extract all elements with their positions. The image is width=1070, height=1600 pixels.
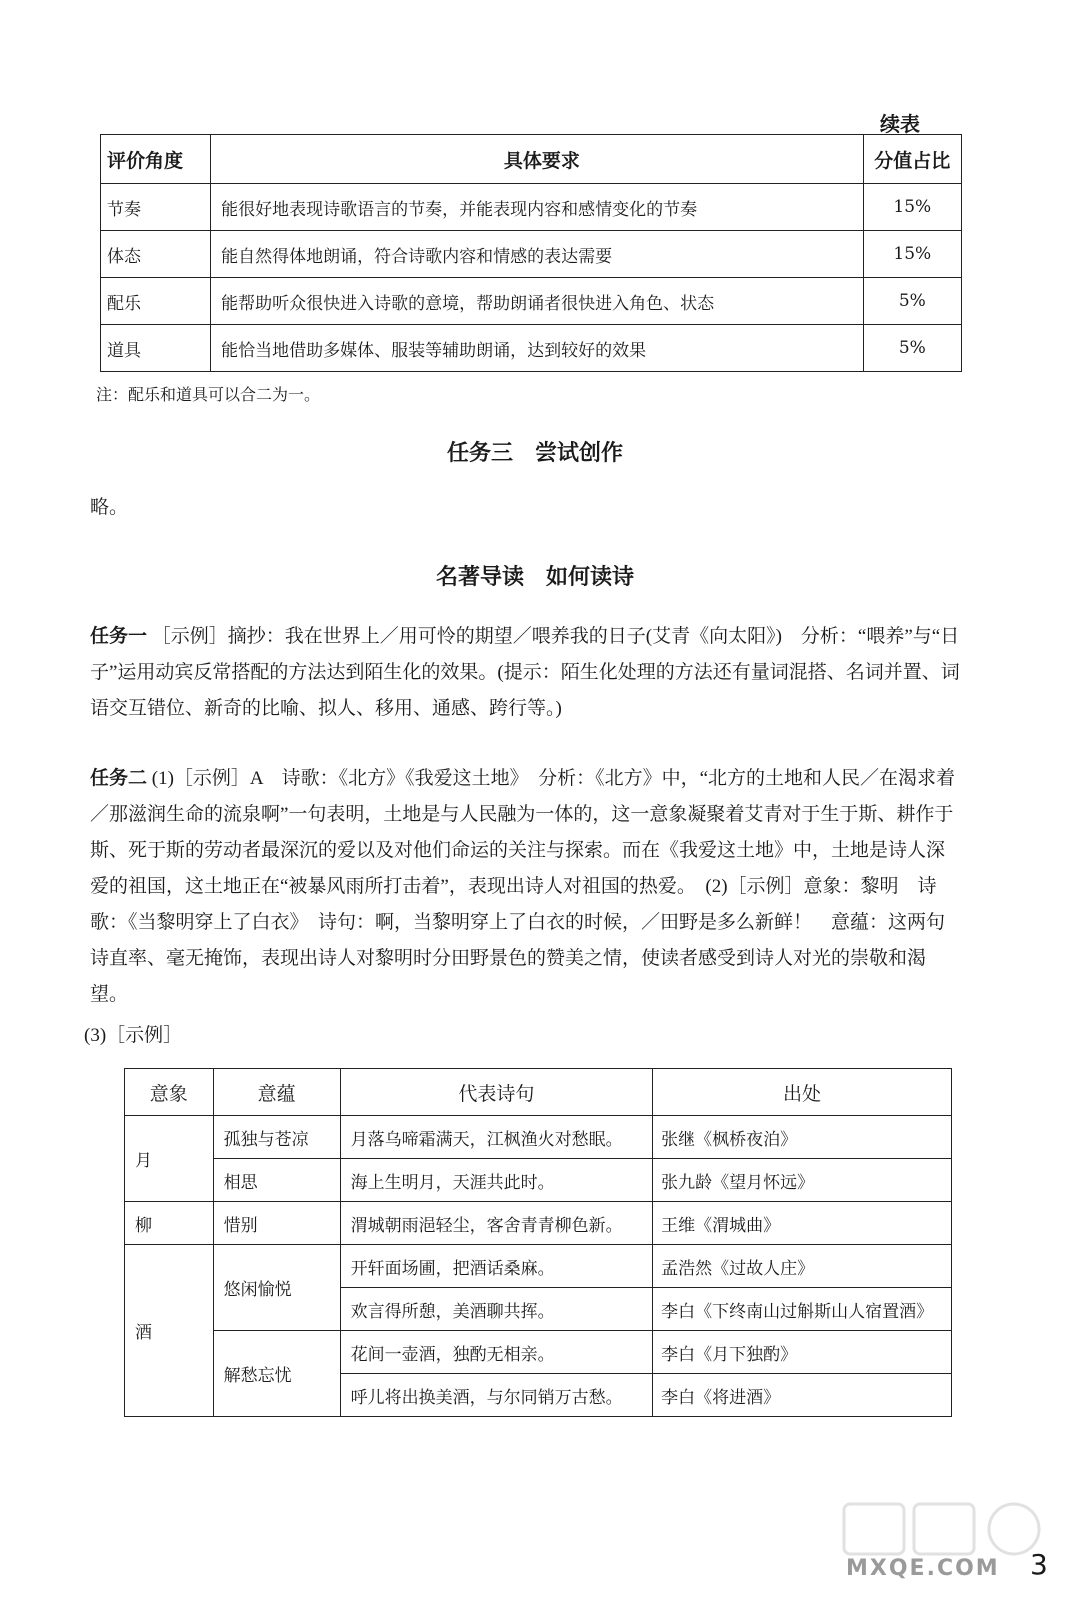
evaluation-table [100,134,962,372]
subtask3-label: (3)［示例］ [84,1025,183,1046]
source-cell: 李白《将进酒》 [653,1374,952,1417]
meaning-cell: 相思 [213,1159,340,1202]
row-angle: 体态 [101,231,211,278]
header-requirement: 具体要求 [211,135,864,184]
meaning-cell: 惜别 [213,1202,340,1245]
task2-paragraph [90,760,960,1013]
section-title-reading: 名著导读 如何读诗 [435,565,634,590]
meaning-cell: 孤独与苍凉 [213,1116,340,1159]
row-angle: 配乐 [101,278,211,325]
source-cell: 张九龄《望月怀远》 [653,1159,952,1202]
row-angle: 节奏 [101,184,211,231]
table-row [125,1159,952,1202]
imagery-table [124,1068,952,1417]
header-meaning: 意蕴 [213,1069,340,1116]
task1-text: ［示例］摘抄：我在世界上／用可怜的期望／喂养我的日子(艾青《向太阳》) 分析：“喂养”与“日子”运用动宾反常搭配的方法达到陌生化的效果。(提示：陌生化处理的方法还有量词混搭、名词并置、词语交互错位、新奇的比喻、拟人、移用、通感、跨行等。) [90,626,960,719]
row-score: 5% [863,325,961,372]
table-row [101,184,962,231]
header-source: 出处 [653,1069,952,1116]
table-row [125,1245,952,1288]
table-row [101,278,962,325]
table-row [101,231,962,278]
meaning-cell: 解愁忘忧 [213,1331,340,1417]
table-row [125,1331,952,1374]
image-cell: 酒 [125,1245,214,1417]
row-requirement: 能很好地表现诗歌语言的节奏，并能表现内容和感情变化的节奏 [211,184,864,231]
table-note: 注：配乐和道具可以合二为一。 [96,385,321,404]
page-number: 3 [1030,1548,1048,1581]
task1-label: 任务一 [90,625,148,647]
line-cell: 花间一壶酒，独酌无相亲。 [340,1331,652,1374]
header-score: 分值占比 [863,135,961,184]
source-cell: 孟浩然《过故人庄》 [653,1245,952,1288]
row-score: 5% [863,278,961,325]
source-cell: 王维《渭城曲》 [653,1202,952,1245]
row-requirement: 能自然得体地朗诵，符合诗歌内容和情感的表达需要 [211,231,864,278]
header-image: 意象 [125,1069,214,1116]
image-cell: 月 [125,1116,214,1202]
source-cell: 李白《下终南山过斛斯山人宿置酒》 [653,1288,952,1331]
line-cell: 呼儿将出换美酒，与尔同销万古愁。 [340,1374,652,1417]
source-cell: 张继《枫桥夜泊》 [653,1116,952,1159]
task2-text: (1)［示例］A 诗歌：《北方》《我爱这土地》 分析：《北方》中，“北方的土地和人民／在渴求着／那滋润生命的流泉啊”一句表明，土地是与人民融为一体的，这一意象凝聚着艾青对于生于斯、耕作于斯、死于斯的劳动者最深沉的爱以及对他们命运的关注与探索。而在《我爱这土地》中，土地是诗人深爱的祖国，这土地正在“被暴风雨所打击着”，表现出诗人对祖国的热爱。 (2)［示例］意象：黎明 诗歌：《当黎明穿上了白衣》 诗句：啊，当黎明穿上了白衣的时候，／田野是多么新鲜！ 意蕴：这两句诗直率、毫无掩饰，表现出诗人对黎明时分田野景色的赞美之情，使读者感受到诗人对光的崇敬和渴望。 [90,768,956,1005]
row-requirement: 能恰当地借助多媒体、服装等辅助朗诵，达到较好的效果 [211,325,864,372]
row-angle: 道具 [101,325,211,372]
task3-content: 略。 [90,497,129,518]
line-cell: 欢言得所憩，美酒聊共挥。 [340,1288,652,1331]
line-cell: 渭城朝雨浥轻尘，客舍青青柳色新。 [340,1202,652,1245]
table-header-row [101,135,962,184]
row-requirement: 能帮助听众很快进入诗歌的意境，帮助朗诵者很快进入角色、状态 [211,278,864,325]
table-row [125,1202,952,1245]
continued-table-label: 续表 [880,112,920,136]
source-cell: 李白《月下独酌》 [653,1331,952,1374]
table-header-row [125,1069,952,1116]
task2-label: 任务二 [90,767,148,789]
line-cell: 开轩面场圃，把酒话桑麻。 [340,1245,652,1288]
header-angle: 评价角度 [101,135,211,184]
table-row [101,325,962,372]
row-score: 15% [863,184,961,231]
line-cell: 海上生明月，天涯共此时。 [340,1159,652,1202]
line-cell: 月落乌啼霜满天，江枫渔火对愁眠。 [340,1116,652,1159]
header-line: 代表诗句 [340,1069,652,1116]
meaning-cell: 悠闲愉悦 [213,1245,340,1331]
section-title-task3: 任务三 尝试创作 [446,441,623,466]
task1-paragraph [90,618,960,727]
table-row [125,1116,952,1159]
row-score: 15% [863,231,961,278]
image-cell: 柳 [125,1202,214,1245]
watermark-site: MXQE.COM [846,1556,1000,1581]
